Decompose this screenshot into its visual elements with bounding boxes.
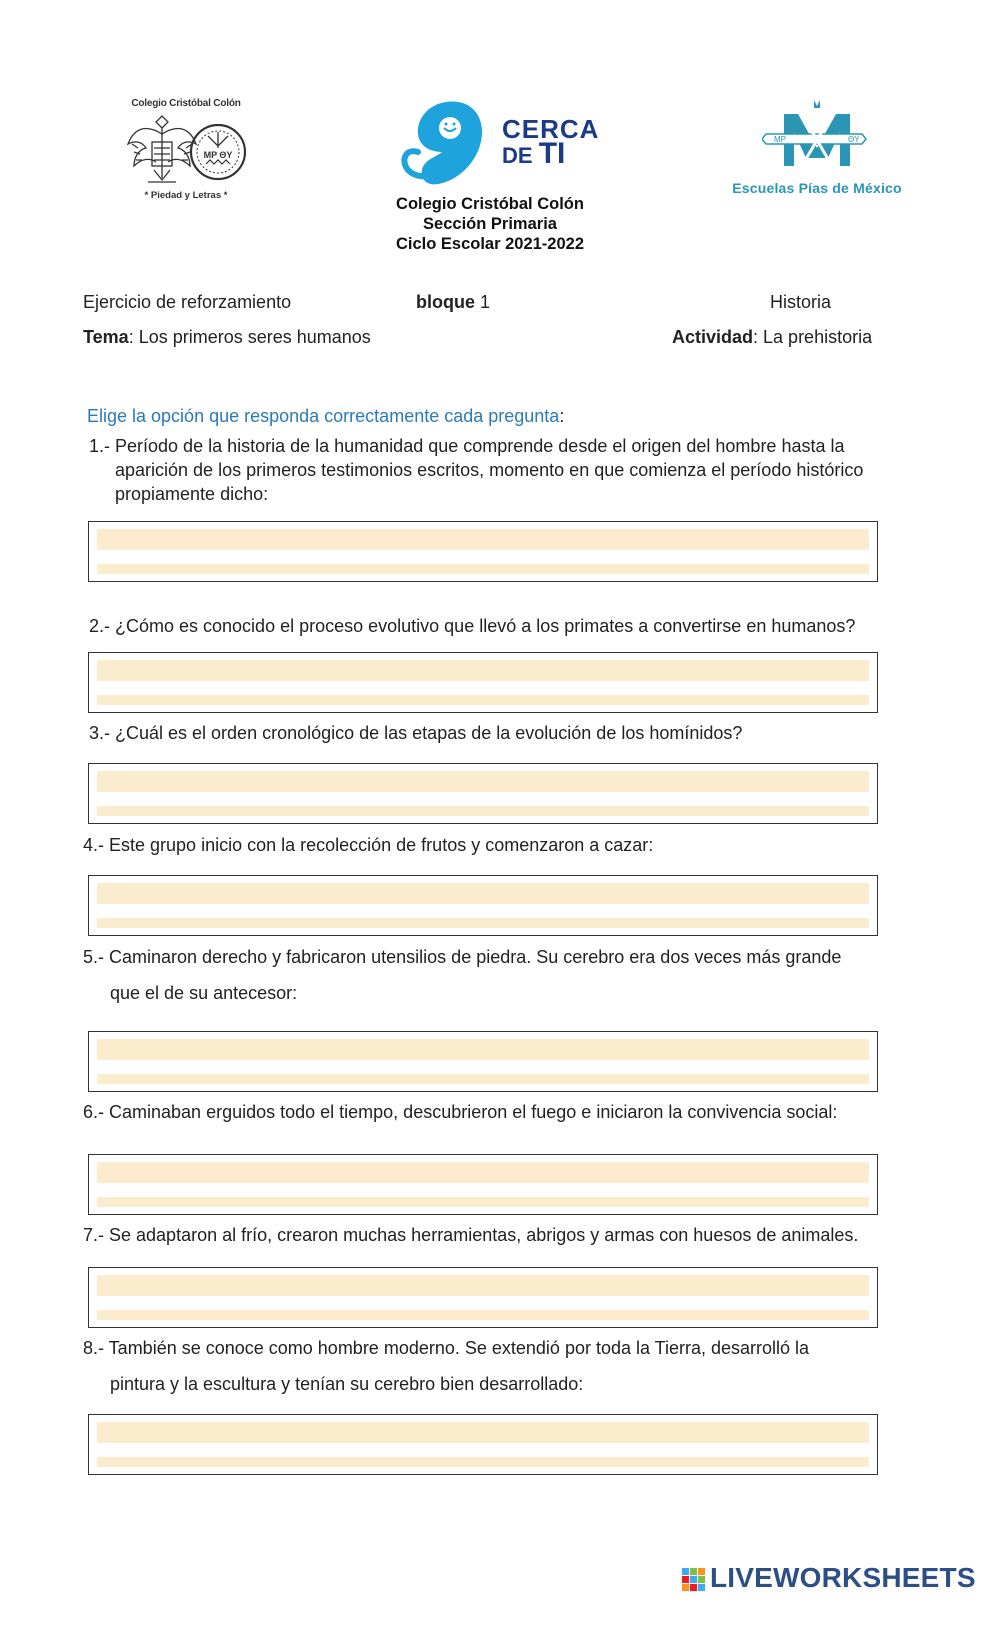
question-1-line-1: 1.- Período de la historia de la humanidad que comprende desde el origen del hombre hasta la: [89, 436, 845, 456]
seal-right-text: ΘY: [848, 135, 860, 144]
question-1-line-2: aparición de los primeros testimonios escritos, momento en que comienza el período histórico: [115, 460, 864, 480]
question-4: [83, 833, 653, 857]
question-6-line-1: 6.- Caminaban erguidos todo el tiempo, descubrieron el fuego e iniciaron la convivencia social:: [83, 1102, 838, 1122]
answer-field-4[interactable]: [97, 883, 869, 904]
answer-box-8[interactable]: [88, 1414, 878, 1475]
answer-field-7[interactable]: [97, 1275, 869, 1296]
topic-info: [83, 327, 371, 348]
question-5-line-2: que el de su antecesor:: [110, 983, 298, 1003]
question-8: [83, 1336, 809, 1396]
question-5: [83, 945, 841, 1005]
activity-value: : La prehistoria: [753, 327, 873, 347]
logo-cerca-text: CERCA: [502, 114, 600, 144]
topic-value: : Los primeros seres humanos: [128, 327, 371, 347]
subject-label: Historia: [770, 292, 832, 312]
answer-field-6[interactable]: [97, 1162, 869, 1183]
cerca-de-ti-logo: [398, 98, 598, 194]
answer-underline-7: [97, 1310, 869, 1320]
instructions-text: Elige la opción que responda correctamente cada pregunta: [87, 406, 560, 426]
block-value: 1: [475, 292, 491, 312]
question-7-line-1: 7.- Se adaptaron al frío, crearon muchas herramientas, abrigos y armas con huesos de animales.: [83, 1225, 859, 1245]
watermark-text: LIVEWORKSHEETS: [710, 1562, 976, 1593]
question-7: [83, 1223, 858, 1247]
question-1: [89, 434, 863, 506]
answer-box-5[interactable]: [88, 1031, 878, 1092]
answer-field-1[interactable]: [97, 529, 869, 550]
question-2: [89, 614, 855, 638]
question-3: [89, 721, 742, 745]
answer-box-3[interactable]: [88, 763, 878, 824]
school-cycle: Ciclo Escolar 2021-2022: [395, 235, 585, 253]
logo-escuelas-name: Escuelas Pías de México: [732, 180, 902, 196]
escuelas-pias-logo: [732, 98, 902, 198]
cerca-de-ti-emblem-icon: [398, 98, 502, 190]
logo-motto: * Piedad y Letras *: [144, 190, 228, 201]
escuelas-pias-emblem-icon: [762, 98, 872, 178]
question-2-line-1: 2.- ¿Cómo es conocido el proceso evolutivo que llevó a los primates a convertirse en humanos?: [89, 616, 856, 636]
activity-label: Actividad: [672, 327, 754, 347]
answer-underline-4: [97, 918, 869, 928]
question-5-line-1: 5.- Caminaron derecho y fabricaron utensilios de piedra. Su cerebro era dos veces más grande: [83, 947, 842, 967]
eagle-seal-icon: [126, 114, 246, 190]
instructions-colon: :: [559, 406, 565, 426]
answer-underline-3: [97, 806, 869, 816]
question-8-line-2: pintura y la escultura y tenían su cerebro bien desarrollado:: [110, 1374, 584, 1394]
answer-box-1[interactable]: [88, 521, 878, 582]
answer-field-3[interactable]: [97, 771, 869, 792]
school-section: Sección Primaria: [423, 215, 557, 233]
answer-underline-1: [97, 564, 869, 574]
question-8-line-1: 8.- También se conoce como hombre moderno. Se extendió por toda la Tierra, desarrolló la: [83, 1338, 810, 1358]
seal-text: MP ΘY: [203, 150, 233, 160]
question-6: [83, 1100, 837, 1124]
seal-left-text: MP: [774, 135, 786, 144]
answer-underline-2: [97, 695, 869, 705]
logo-school-name: Colegio Cristóbal Colón: [131, 98, 241, 109]
logo-de-ti-text: [502, 137, 566, 170]
exercise-label: Ejercicio de reforzamiento: [83, 292, 292, 312]
logo-ti-word: TI: [538, 137, 566, 170]
logo-de-word: DE: [502, 143, 539, 168]
answer-box-7[interactable]: [88, 1267, 878, 1328]
question-1-line-3: propiamente dicho:: [115, 484, 269, 504]
answer-field-2[interactable]: [97, 660, 869, 681]
question-4-line-1: 4.- Este grupo inicio con la recolección de frutos y comenzaron a cazar:: [83, 835, 654, 855]
liveworksheets-logo-icon: [682, 1568, 706, 1592]
question-3-line-1: 3.- ¿Cuál es el orden cronológico de las etapas de la evolución de los homínidos?: [89, 723, 743, 743]
block-info: [416, 292, 490, 313]
answer-box-6[interactable]: [88, 1154, 878, 1215]
answer-field-5[interactable]: [97, 1039, 869, 1060]
instructions: [87, 406, 564, 427]
answer-box-2[interactable]: [88, 652, 878, 713]
answer-underline-5: [97, 1074, 869, 1084]
answer-field-8[interactable]: [97, 1422, 869, 1443]
answer-underline-6: [97, 1197, 869, 1207]
answer-box-4[interactable]: [88, 875, 878, 936]
colegio-cristobal-colon-logo: [122, 98, 250, 208]
block-label: bloque: [416, 292, 475, 312]
school-name: Colegio Cristóbal Colón: [396, 195, 584, 213]
topic-label: Tema: [83, 327, 129, 347]
activity-info: [672, 327, 872, 348]
answer-underline-8: [97, 1457, 869, 1467]
